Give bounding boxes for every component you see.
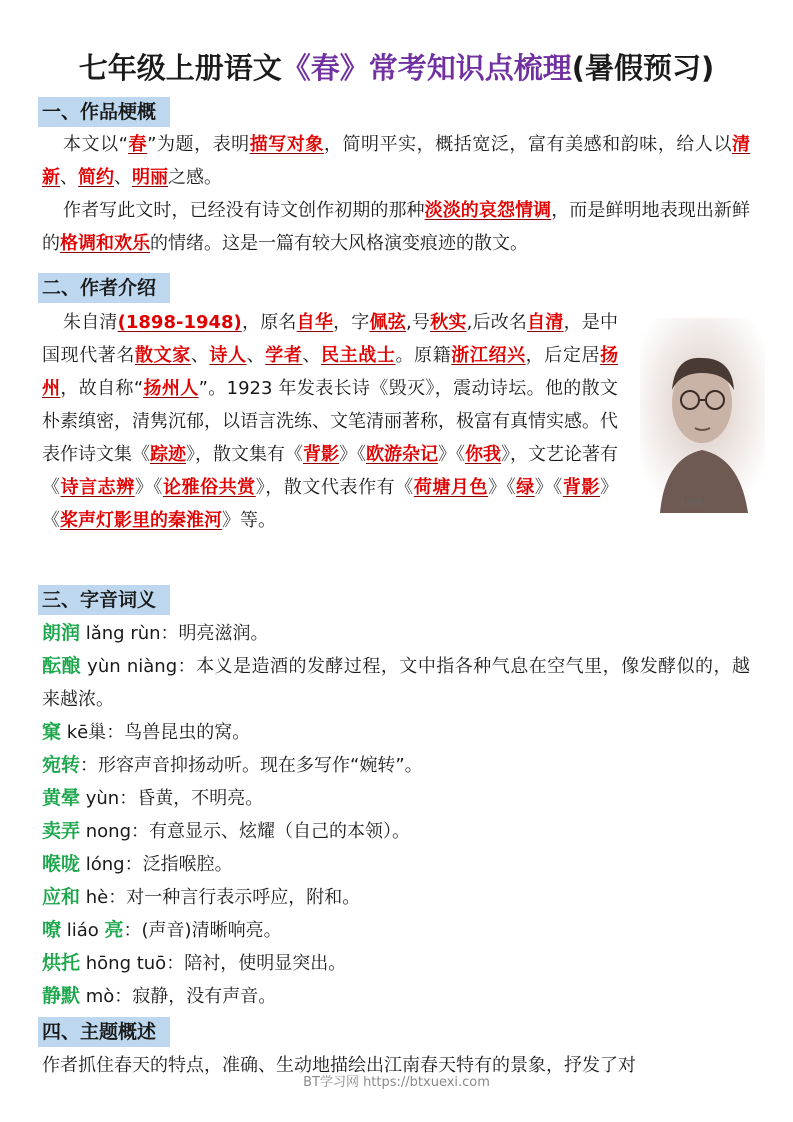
key-term: 简约 — [78, 167, 114, 188]
text-segment: 》《 — [339, 444, 366, 465]
author-portrait-image — [640, 318, 765, 513]
section-heading-theme: 四、主题概述 — [38, 1017, 170, 1047]
vocab-word: 喉咙 — [42, 853, 81, 875]
key-term: 荷塘月色 — [413, 477, 489, 498]
key-term: 扬州人 — [143, 378, 199, 399]
key-term: 自清 — [527, 312, 564, 333]
vocab-entry — [42, 914, 750, 947]
text-segment: 、 — [302, 345, 322, 366]
text-segment: yùn：昏黄，不明亮。 — [80, 788, 264, 809]
author-paragraph — [42, 306, 618, 537]
text-segment: 》，文艺论著有《 — [42, 444, 618, 498]
portrait-caption: 朱自清 — [678, 498, 702, 507]
key-term: 民主战士 — [321, 345, 396, 366]
text-segment: 、 — [60, 167, 78, 188]
text-segment: 》《 — [488, 477, 517, 498]
text-segment: lóng：泛指喉腔。 — [80, 854, 233, 875]
key-term: 扬州 — [42, 345, 619, 399]
text-segment: ，故自称“ — [60, 378, 144, 399]
key-term: (1898-1948) — [117, 312, 242, 333]
text-segment: ,后改名 — [466, 312, 528, 333]
key-term: 背影 — [303, 444, 339, 465]
key-term: 绿 — [516, 477, 535, 498]
key-term: 浙江绍兴 — [451, 345, 526, 366]
text-segment: ：形容声音抑扬动听。现在多写作“婉转”。 — [80, 755, 423, 776]
vocab-entry — [42, 815, 750, 848]
vocab-word: 朗润 — [42, 622, 81, 644]
vocab-word: 黄晕 — [42, 787, 81, 809]
text-segment: lǎng rùn：明亮滋润。 — [80, 623, 269, 644]
section-heading-vocab: 三、字音词义 — [38, 585, 170, 615]
text-segment: 之感。 — [168, 167, 222, 188]
text-segment: 本文以“ — [63, 134, 128, 155]
text-segment: ，而是鲜明地表现出新鲜的 — [42, 200, 751, 254]
key-term: 你我 — [465, 444, 501, 465]
vocab-entry — [42, 947, 750, 980]
key-term: 踪迹 — [150, 444, 186, 465]
text-segment: 》《 — [42, 477, 618, 531]
vocab-word: 酝酿 — [42, 655, 81, 677]
text-segment: ，后定居 — [525, 345, 601, 366]
vocab-word: 静默 — [42, 985, 81, 1007]
key-term: 自华 — [296, 312, 334, 333]
text-segment: yùn niàng：本义是造酒的发酵过程，文中指各种气息在空气里，像发酵似的，越来越浓。 — [42, 656, 750, 710]
vocab-word: 嘹 — [42, 919, 62, 941]
key-term: 淡淡的哀怨情调 — [424, 200, 552, 221]
text-segment: ，原名 — [241, 312, 297, 333]
key-term: 背影 — [562, 477, 600, 498]
text-segment: 》《 — [134, 477, 163, 498]
text-segment: 》等。 — [222, 510, 276, 531]
key-term: 描写对象 — [249, 134, 324, 155]
key-term: 散文家 — [135, 345, 191, 366]
section-heading-author: 二、作者介绍 — [38, 273, 170, 303]
text-segment: 》，散文代表作有《 — [255, 477, 414, 498]
vocab-word: 窠 — [42, 721, 62, 743]
text-segment: nong：有意显示、炫耀（自己的本领）。 — [80, 821, 410, 842]
text-segment: liáo — [61, 920, 105, 941]
text-segment: 》，散文集有《 — [186, 444, 303, 465]
vocab-word: 烘托 — [42, 952, 81, 974]
vocab-entry — [42, 650, 750, 716]
key-term: 桨声灯影里的秦淮河 — [60, 510, 222, 531]
vocab-word: 卖弄 — [42, 820, 81, 842]
text-segment: ，字 — [333, 312, 370, 333]
key-term: 明丽 — [132, 167, 168, 188]
watermark-text: BT学习网 https://btxuexi.com — [303, 1075, 490, 1090]
text-segment: mò：寂静，没有声音。 — [80, 986, 277, 1007]
key-term: 论雅俗共赏 — [162, 477, 256, 498]
vocab-word: 亮 — [104, 919, 124, 941]
text-segment: hè：对一种言行表示呼应，附和。 — [80, 887, 361, 908]
vocab-word: 宛转 — [42, 754, 81, 776]
key-term: 春 — [127, 134, 148, 155]
text-segment: 、 — [246, 345, 266, 366]
key-term: 诗言志辨 — [60, 477, 135, 498]
text-segment: 作者抓住春天的特点，准确、生动地描绘出江南春天特有的景象，抒发了对 — [42, 1055, 636, 1076]
text-segment: kē巢：鸟兽昆虫的窝。 — [61, 722, 251, 743]
vocab-entry — [42, 881, 750, 914]
vocab-entry — [42, 716, 750, 749]
text-segment: 》《 — [534, 477, 563, 498]
text-segment: hōng tuō：陪衬，使明显突出。 — [80, 953, 347, 974]
key-term: 格调和欢乐 — [60, 233, 150, 254]
text-segment: 、 — [190, 345, 210, 366]
text-segment: 作者写此文时，已经没有诗文创作初期的那种 — [63, 200, 425, 221]
key-term: 欧游杂记 — [366, 444, 438, 465]
vocab-entry — [42, 749, 750, 782]
text-segment: 朱自清 — [63, 312, 118, 333]
summary-paragraph-1 — [42, 128, 750, 194]
key-term: 秋实 — [430, 312, 467, 333]
page-title — [0, 46, 793, 87]
text-segment: ，是中国现代著名 — [42, 312, 619, 366]
vocab-entry — [42, 782, 750, 815]
text-segment: 》《 — [438, 444, 465, 465]
text-segment: ，简明平实，概括宽泛，富有美感和韵味，给人以 — [323, 134, 733, 155]
text-segment: 的情绪。这是一篇有较大风格演变痕迹的散文。 — [150, 233, 528, 254]
key-term: 诗人 — [209, 345, 247, 366]
key-term: 清新 — [42, 134, 751, 188]
title-grade: 七年级上册语文 — [78, 51, 282, 85]
text-segment: 。原籍 — [395, 345, 452, 366]
text-segment: ”。1923 年发表长诗《毁灭》，震动诗坛。他的散文朴素缜密，清隽沉郁，以语言洗练、文笔清丽著称，极富有真情实感。代表作诗文集《 — [42, 378, 619, 465]
key-term: 学者 — [265, 345, 303, 366]
title-topic: 《春》常考知识点梳理 — [281, 51, 572, 85]
vocab-entry — [42, 980, 750, 1013]
text-segment: ”为题，表明 — [147, 134, 250, 155]
section-heading-summary: 一、作品梗概 — [38, 97, 170, 127]
text-segment: ,号 — [405, 312, 431, 333]
vocab-list — [42, 617, 750, 1013]
vocab-entry — [42, 617, 750, 650]
key-term: 佩弦 — [369, 312, 406, 333]
text-segment: 、 — [114, 167, 132, 188]
text-segment: ：(声音)清晰响亮。 — [123, 920, 282, 941]
vocab-word: 应和 — [42, 886, 81, 908]
summary-paragraph-2 — [42, 194, 750, 260]
title-suffix: (暑假预习) — [571, 51, 715, 85]
vocab-entry — [42, 848, 750, 881]
